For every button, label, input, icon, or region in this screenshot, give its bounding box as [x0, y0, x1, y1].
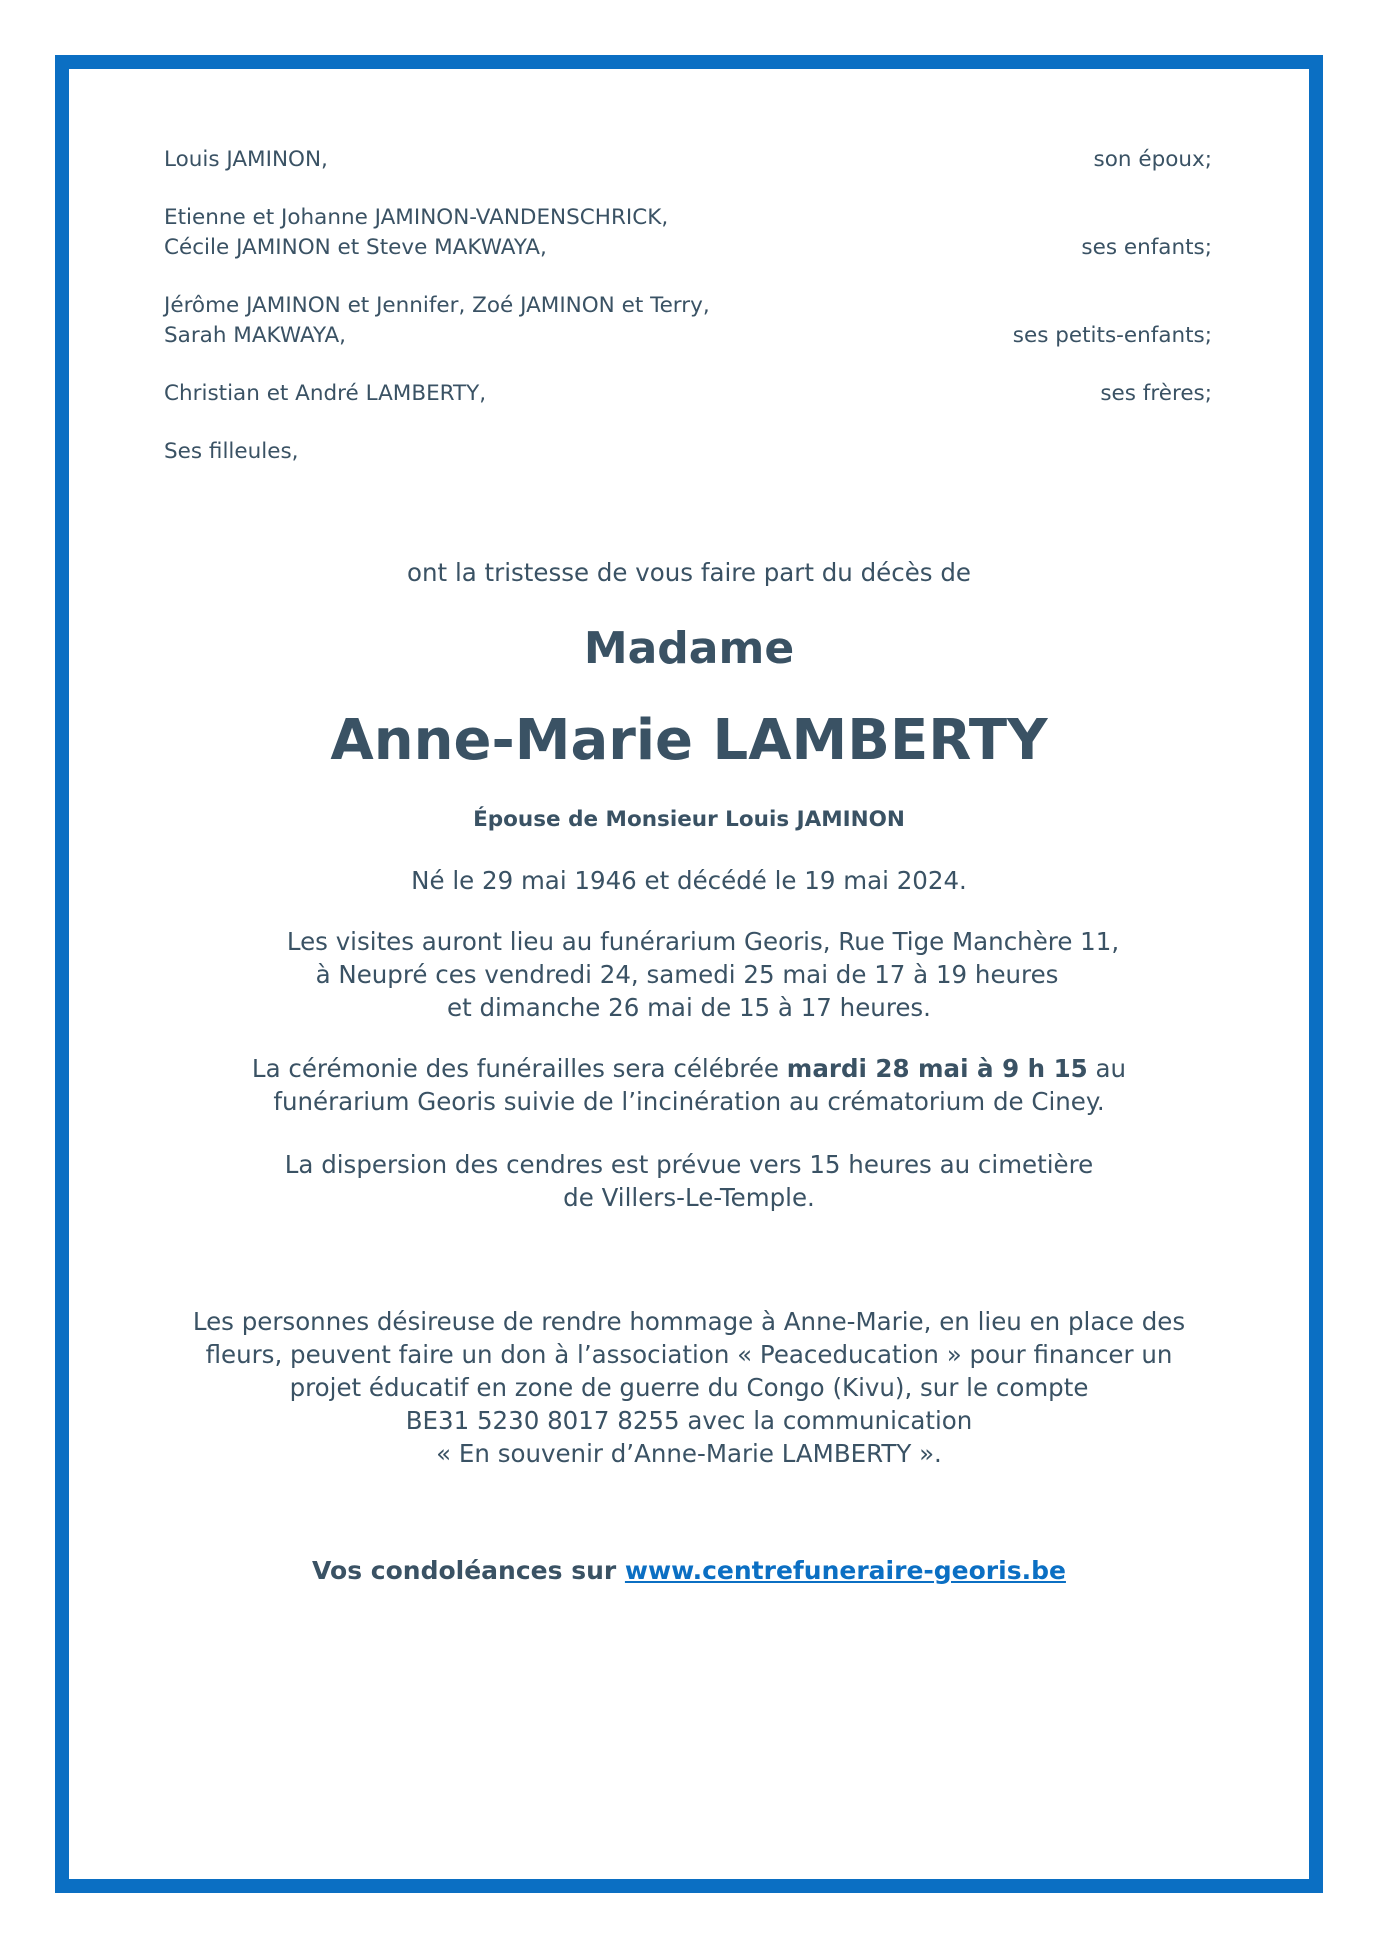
- donation-line: Les personnes désireuse de rendre hommage à Anne-Marie, en lieu en place des: [192, 1307, 1186, 1336]
- condolences-label: Vos condoléances sur: [312, 1556, 625, 1585]
- family-relation: ses frères;: [1100, 381, 1212, 406]
- donation-line: fleurs, peuvent faire un don à l’association « Peaceducation » pour financer un: [205, 1340, 1173, 1369]
- family-list: [164, 145, 1212, 495]
- family-name: Louis JAMINON,: [164, 147, 328, 172]
- ceremony-line: [120, 1052, 1258, 1085]
- family-group-spouse: [164, 145, 1212, 175]
- family-name: Ses filleules,: [164, 439, 299, 464]
- family-name: Cécile JAMINON et Steve MAKWAYA,: [164, 235, 547, 260]
- condolences-line: [120, 1556, 1258, 1585]
- family-name: Sarah MAKWAYA,: [164, 323, 347, 348]
- family-name: Jérôme JAMINON et Jennifer, Zoé JAMINON et Terry,: [164, 293, 710, 318]
- donation-line: BE31 5230 8017 8255 avec la communication: [405, 1406, 973, 1435]
- donation-line: « En souvenir d’Anne-Marie LAMBERTY ».: [436, 1439, 942, 1468]
- ceremony-line: funérarium Georis suivie de l’incinération au crématorium de Ciney.: [273, 1087, 1105, 1116]
- dispersion-paragraph: [120, 1148, 1258, 1214]
- family-group-children: [164, 203, 1212, 263]
- family-relation: son époux;: [1093, 147, 1212, 172]
- ceremony-text: La cérémonie des funérailles sera célébrée: [251, 1054, 787, 1083]
- family-group-goddaughters: [164, 437, 1212, 467]
- family-name: Christian et André LAMBERTY,: [164, 381, 487, 406]
- ceremony-datetime: mardi 28 mai à 9 h 15: [786, 1054, 1088, 1083]
- announcement-intro: ont la tristesse de vous faire part du décès de: [407, 558, 971, 587]
- family-group-grandchildren: [164, 291, 1212, 351]
- spouse-line: Épouse de Monsieur Louis JAMINON: [473, 807, 905, 832]
- life-dates: Né le 29 mai 1946 et décédé le 19 mai 2024.: [411, 866, 967, 895]
- family-group-brothers: [164, 379, 1212, 409]
- ceremony-text: au: [1087, 1054, 1127, 1083]
- visits-line: Les visites auront lieu au funérarium Georis, Rue Tige Manchère 11,: [286, 927, 1120, 956]
- condolences-link[interactable]: www.centrefuneraire-georis.be: [624, 1556, 1066, 1585]
- deceased-name: Anne-Marie LAMBERTY: [330, 708, 1048, 773]
- honorific-title: Madame: [583, 623, 795, 674]
- family-relation: ses enfants;: [1081, 235, 1212, 260]
- visits-paragraph: [120, 925, 1258, 1024]
- dispersion-line: La dispersion des cendres est prévue vers 15 heures au cimetière: [284, 1150, 1094, 1179]
- donation-line: projet éducatif en zone de guerre du Congo (Kivu), sur le compte: [289, 1373, 1089, 1402]
- ceremony-paragraph: [120, 1052, 1258, 1118]
- visits-line: et dimanche 26 mai de 15 à 17 heures.: [447, 993, 931, 1022]
- family-relation: ses petits-enfants;: [1012, 323, 1212, 348]
- donation-paragraph: [120, 1305, 1258, 1470]
- family-name: Etienne et Johanne JAMINON-VANDENSCHRICK,: [164, 205, 669, 230]
- dispersion-line: de Villers-Le-Temple.: [563, 1183, 815, 1212]
- visits-line: à Neupré ces vendredi 24, samedi 25 mai de 17 à 19 heures: [315, 960, 1059, 989]
